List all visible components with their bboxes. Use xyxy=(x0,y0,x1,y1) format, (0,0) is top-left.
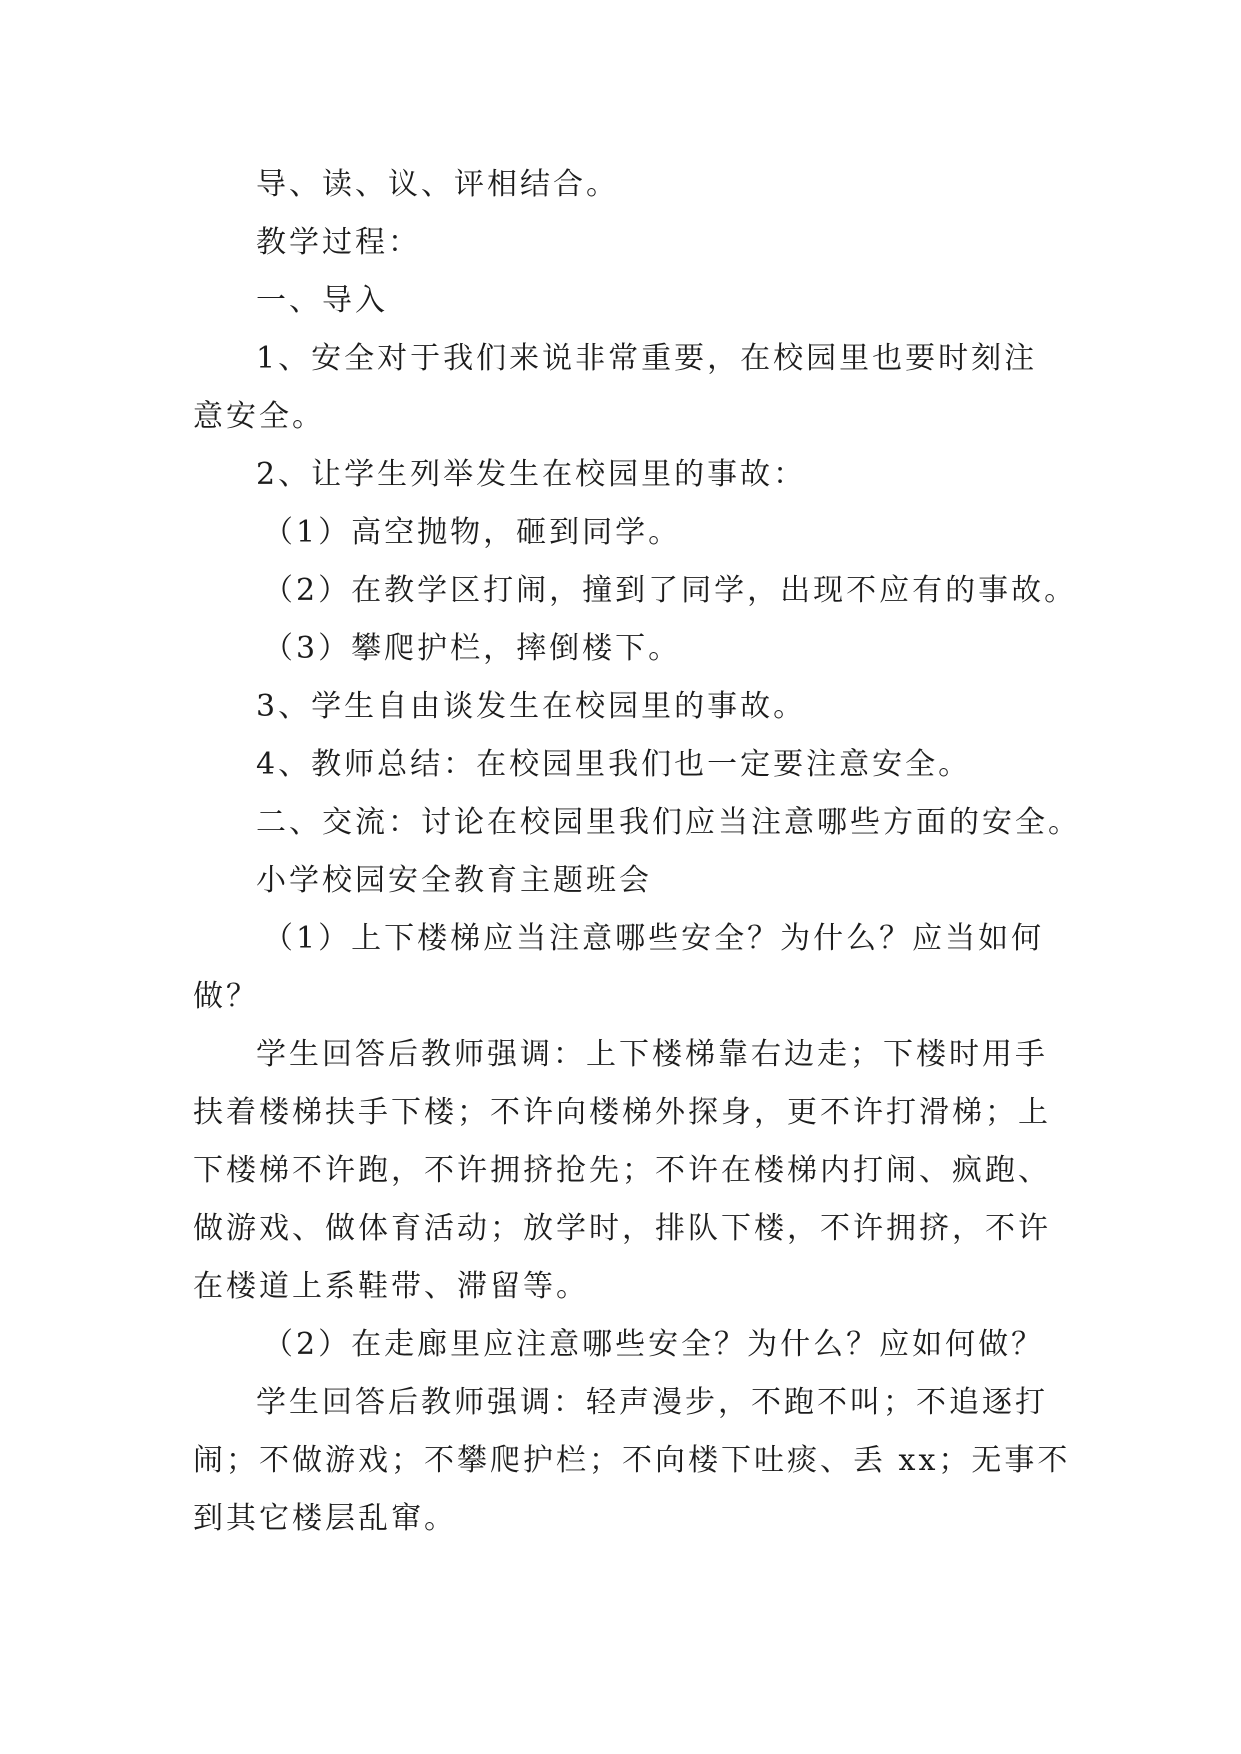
text-line: 意安全。 xyxy=(193,399,325,434)
text-line: 1、安全对于我们来说非常重要，在校园里也要时刻注 xyxy=(256,341,1038,376)
text-line: 在楼道上系鞋带、滞留等。 xyxy=(193,1269,589,1304)
text-line: 闹；不做游戏；不攀爬护栏；不向楼下吐痰、丢 xx；无事不 xyxy=(193,1443,1071,1478)
section-heading: 二、交流：讨论在校园里我们应当注意哪些方面的安全。 xyxy=(256,805,1081,840)
list-item: （2）在走廊里应注意哪些安全？为什么？应如何做？ xyxy=(263,1327,1045,1362)
text-line: 扶着楼梯扶手下楼；不许向楼梯外探身，更不许打滑梯；上 xyxy=(193,1095,1051,1130)
text-line: 2、让学生列举发生在校园里的事故： xyxy=(256,457,807,492)
list-item: （3）攀爬护栏，摔倒楼下。 xyxy=(263,631,682,666)
text-line: 3、学生自由谈发生在校园里的事故。 xyxy=(256,689,807,724)
text-line: 下楼梯不许跑，不许拥挤抢先；不许在楼梯内打闹、疯跑、 xyxy=(193,1153,1051,1188)
list-item: （1）高空抛物，砸到同学。 xyxy=(263,515,682,550)
text-line: 教学过程： xyxy=(256,225,421,260)
text-line: 4、教师总结：在校园里我们也一定要注意安全。 xyxy=(256,747,972,782)
text-line: 学生回答后教师强调：轻声漫步，不跑不叫；不追逐打 xyxy=(256,1385,1048,1420)
text-line: 做？ xyxy=(193,979,259,1014)
list-item: （1）上下楼梯应当注意哪些安全？为什么？应当如何 xyxy=(263,921,1045,956)
section-heading: 一、导入 xyxy=(256,283,388,318)
text-line: 学生回答后教师强调：上下楼梯靠右边走；下楼时用手 xyxy=(256,1037,1048,1072)
text-line: 做游戏、做体育活动；放学时，排队下楼，不许拥挤，不许 xyxy=(193,1211,1051,1246)
text-line: 到其它楼层乱窜。 xyxy=(193,1501,457,1536)
list-item: （2）在教学区打闹，撞到了同学，出现不应有的事故。 xyxy=(263,573,1078,608)
text-line: 小学校园安全教育主题班会 xyxy=(256,863,652,898)
text-line: 导、读、议、评相结合。 xyxy=(256,167,619,202)
